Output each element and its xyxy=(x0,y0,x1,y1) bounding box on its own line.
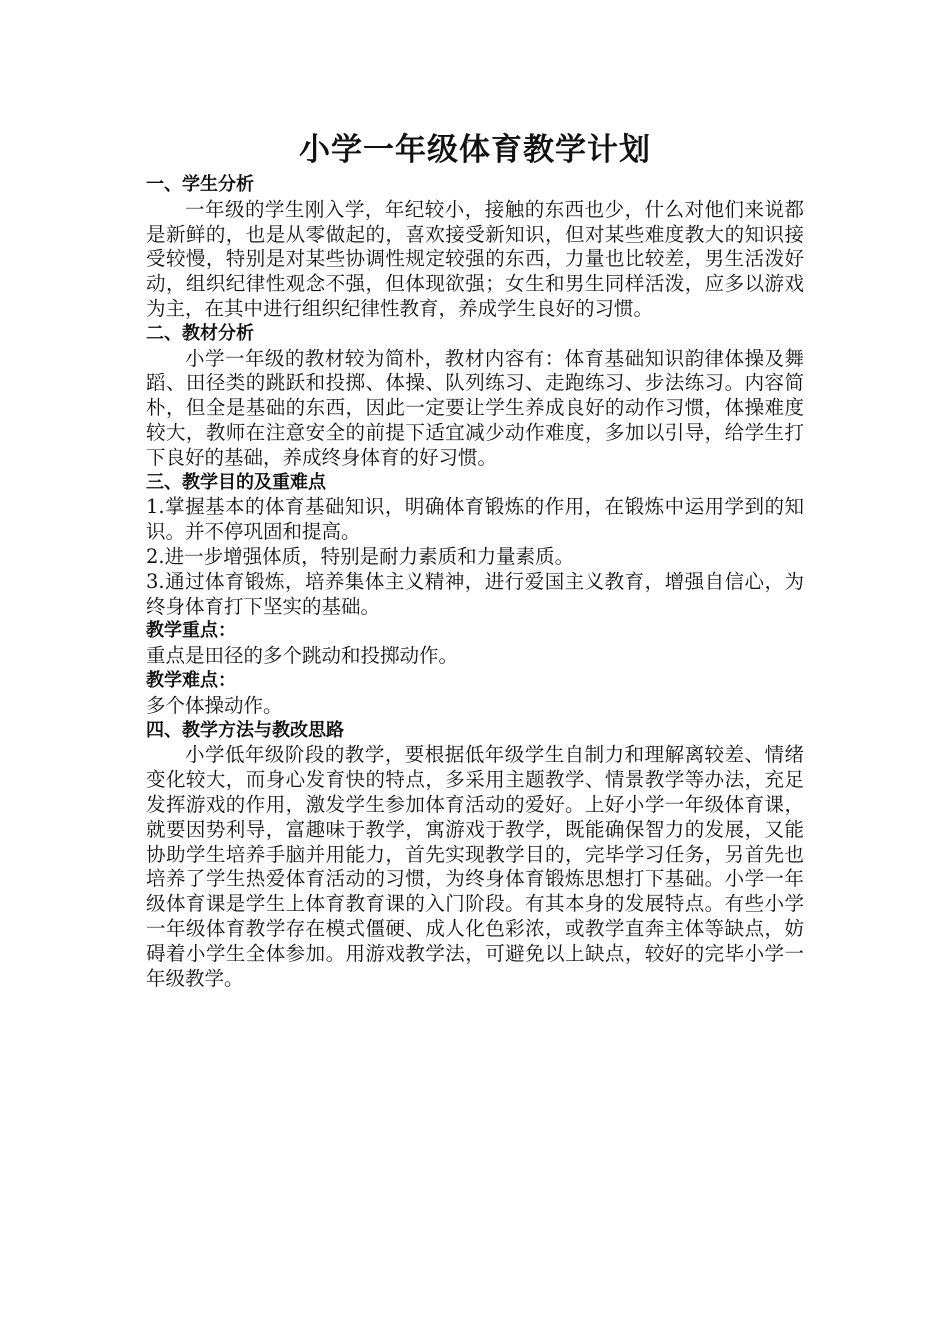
teaching-methods-paragraph: 小学低年级阶段的教学，要根据低年级学生自制力和理解离较差、情绪变化较大，而身心发育快的特点，多采用主题教学、情景教学等办法，充足发挥游戏的作用，激发学生参加体育活动的爱好。上好小学一年级体育课，就要因势利导，富趣味于教学，寓游戏于教学，既能确保智力的发展，又能协助学生培养手脑并用能力，首先实现教学目的，完毕学习任务，另首先也培养了学生热爱体育活动的习惯，为终身体育锻炼思想打下基础。小学一年级体育课是学生上体育教育课的入门阶段。有其本身的发展特点。有些小学一年级体育教学存在模式僵硬、成人化色彩浓，或教学直奔主体等缺点，妨碍着小学生全体参加。用游戏教学法，可避免以上缺点，较好的完毕小学一年级教学。 xyxy=(146,743,804,990)
teaching-key-points-label: 教学重点： xyxy=(146,620,236,642)
teaching-key-points-text: 重点是田径的多个跳动和投掷动作。 xyxy=(146,644,459,668)
section-heading-teaching-methods: 四、教学方法与教改思路 xyxy=(146,719,344,741)
section-heading-teaching-goals: 三、教学目的及重难点 xyxy=(146,471,326,493)
teaching-difficulties-label: 教学难点： xyxy=(146,669,236,691)
goal-item: 1.掌握基本的体育基础知识，明确体育锻炼的作用，在锻炼中运用学到的知识。并不停巩固和提高。 xyxy=(146,495,804,544)
goal-item: 3.通过体育锻炼，培养集体主义精神，进行爱国主义教育，增强自信心，为终身体育打下坚实的基础。 xyxy=(146,569,804,618)
material-analysis-paragraph: 小学一年级的教材较为简朴，教材内容有：体育基础知识韵律体操及舞蹈、田径类的跳跃和投掷、体操、队列练习、走跑练习、步法练习。内容简朴，但全是基础的东西，因此一定要让学生养成良好的动作习惯，体操难度较大，教师在注意安全的前提下适宜减少动作难度，多加以引导，给学生打下良好的基础，养成终身体育的好习惯。 xyxy=(146,346,804,469)
teaching-difficulties-text: 多个体操动作。 xyxy=(146,693,283,717)
section-heading-student-analysis: 一、学生分析 xyxy=(146,174,254,195)
section-heading-material-analysis: 二、教材分析 xyxy=(146,322,254,344)
document-title: 小学一年级体育教学计划 xyxy=(299,132,651,168)
document-body xyxy=(146,173,804,991)
goal-item: 2.进一步增强体质，特别是耐力素质和力量素质。 xyxy=(146,544,575,568)
student-analysis-paragraph: 一年级的学生刚入学，年纪较小，接触的东西也少，什么对他们来说都是新鲜的，也是从零做起的，喜欢接受新知识，但对某些难度教大的知识接受较慢，特别是对某些协调性规定较强的东西，力量也比较差，男生活泼好动，组织纪律性观念不强，但体现欲强；女生和男生同样活泼，应多以游戏为主，在其中进行组织纪律性教育，养成学生良好的习惯。 xyxy=(146,197,804,320)
